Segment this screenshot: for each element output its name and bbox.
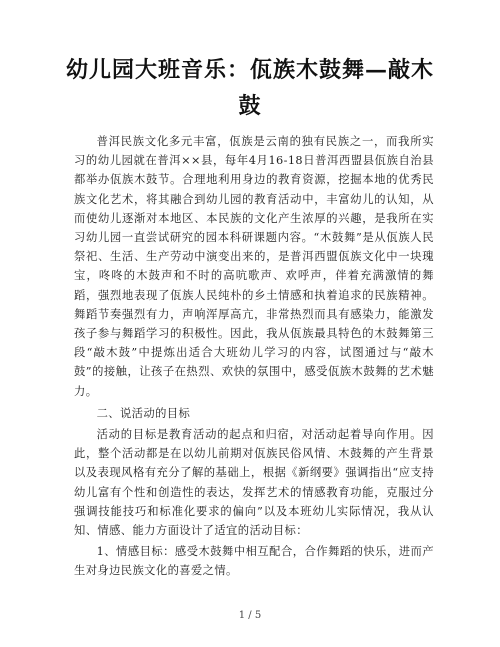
document-title: 幼儿园大班音乐：佤族木鼓舞—敲木鼓 xyxy=(65,57,434,119)
page-number: 1 / 5 xyxy=(238,610,262,621)
paragraph-intro: 普洱民族文化多元丰富，佤族是云南的独有民族之一，而我所实习的幼儿园就在普洱××县，每年4月16-18日普洱西盟县佤族自治县都举办佤族木鼓节。合理地利用身边的教育资源，挖掘本地的优秀民族文化艺术，将其融合到幼儿园的教育活动中，丰富幼儿的认知，从而使幼儿逐渐对本地区、本民族的文化产生浓厚的兴趣，是我所在实习幼儿园一直尝试研究的园本科研课题内容。“木鼓舞”是从佤族人民祭祀、生活、生产劳动中演变出来的，是普洱西盟佤族文化中一块瑰宝，咚咚的木鼓声和不时的高吭歌声、欢呼声，伴着充满激情的舞蹈，强烈地表现了佤族人民纯朴的乡土情感和执着追求的民族精神。舞蹈节奏强烈有力，声响浑厚高亢，非常热烈而具有感染力，能激发孩子参与舞蹈学习的积极性。因此，我从佤族最具特色的木鼓舞第三段“敲木鼓”中提炼出适合大班幼儿学习的内容，试图通过与“敲木鼓”的接触，让孩子在热烈、欢快的氛围中，感受佤族木鼓舞的艺术魅力。 xyxy=(74,135,434,398)
document-body xyxy=(74,132,434,581)
section-heading-goals: 二、说活动的目标 xyxy=(96,406,191,420)
paragraph-goals: 活动的目标是教育活动的起点和归宿，对活动起着导向作用。因此，整个活动都是在以幼儿前期对佤族民俗风情、木鼓舞的产生背景以及表现风格有充分了解的基础上，根据《新纲要》强调指出“应支持幼儿富有个性和创造性的表达，发挥艺术的情感教育功能，克服过分强调技能技巧和标准化要求的偏向”以及本班幼儿实际情况，我从认知、情感、能力方面设计了适宜的活动目标： xyxy=(74,428,434,538)
paragraph-emotion-goal: 1、情感目标：感受木鼓舞中相互配合，合作舞蹈的快乐，进而产生对身边民族文化的喜爱之情。 xyxy=(74,545,434,578)
